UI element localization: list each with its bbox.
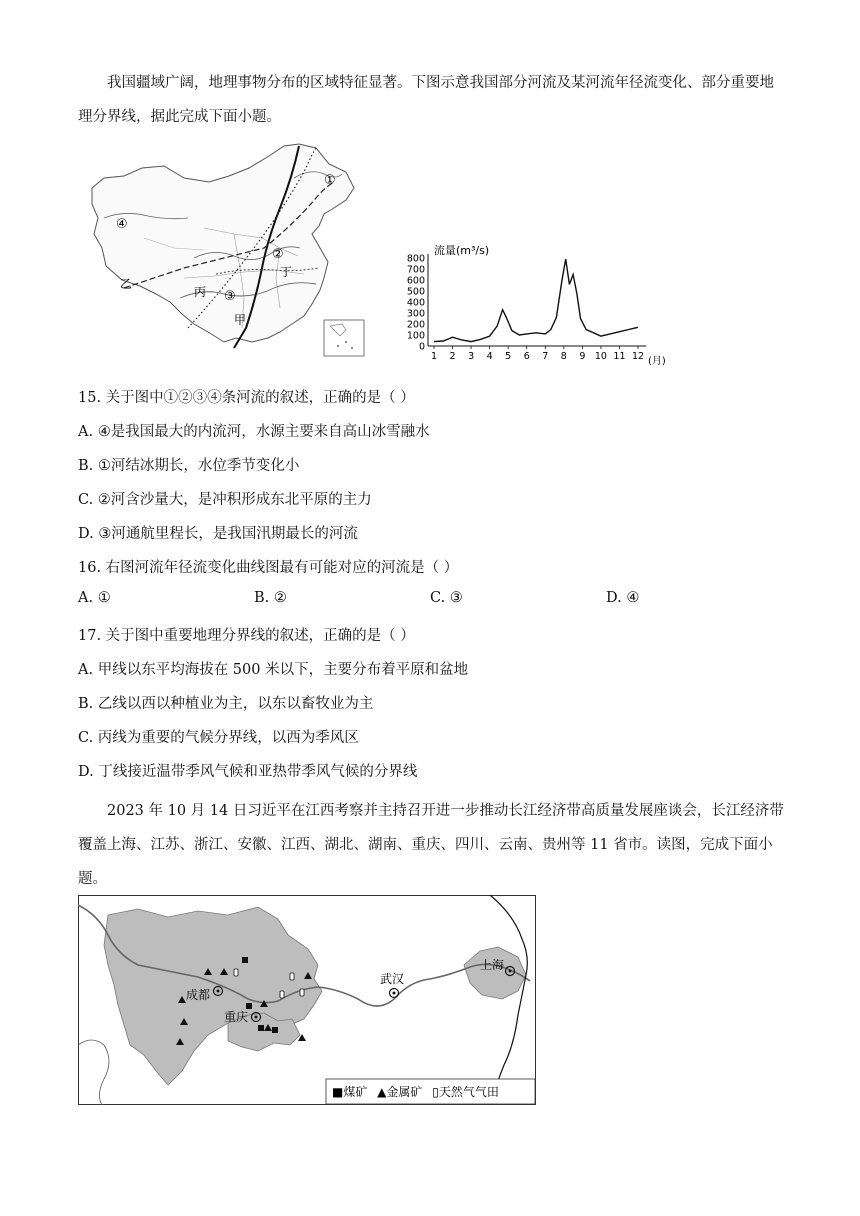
chart-y-tick-label: 0 bbox=[418, 341, 425, 353]
q17-option-c[interactable]: C. 丙线为重要的气候分界线，以西为季风区 bbox=[78, 730, 359, 746]
q17-option-a[interactable]: A. 甲线以东平均海拔在 500 米以下，主要分布着平原和盆地 bbox=[78, 662, 469, 678]
chart-xlabel: (月) bbox=[648, 356, 666, 367]
line-jia-label: 甲 bbox=[234, 313, 247, 327]
runoff-series-line bbox=[434, 259, 638, 342]
chart-x-tick-label: 9 bbox=[579, 351, 586, 362]
q15-option-a[interactable]: A. ④是我国最大的内流河，水源主要来自高山冰雪融水 bbox=[78, 424, 430, 440]
city-label-shanghai: 上海 bbox=[480, 958, 505, 972]
coal-mine-icon bbox=[242, 957, 248, 963]
legend-gas: ▯天然气气田 bbox=[432, 1085, 499, 1099]
gas-field-icon bbox=[290, 973, 294, 980]
chart-y-tick-label: 600 bbox=[406, 275, 425, 287]
q16-option-d[interactable]: D. ④ bbox=[606, 590, 640, 606]
river-3-label: ③ bbox=[224, 289, 236, 304]
city-label-chongqing: 重庆 bbox=[224, 1010, 249, 1024]
line-bing-label: 丙 bbox=[194, 285, 207, 299]
chart-y-tick-label: 700 bbox=[406, 264, 425, 276]
intro-paragraph-2: 2023 年 10 月 14 日习近平在江西考察并主持召开进一步推动长江经济带高质量发展座谈会，长江经济带覆盖上海、江苏、浙江、安徽、江西、湖北、湖南、重庆、四川、云南、贵州等 11 省市。读图，完成下面小题。 bbox=[78, 803, 784, 887]
chart-x-tick-label: 8 bbox=[560, 351, 567, 362]
chart-y-tick-label: 200 bbox=[406, 319, 425, 331]
gas-field-icon bbox=[280, 991, 284, 998]
chart-x-tick-label: 11 bbox=[613, 351, 626, 362]
runoff-chart bbox=[396, 240, 696, 370]
chart-ylabel: 流量(m³/s) bbox=[434, 244, 490, 257]
chart-y-tick-label: 500 bbox=[406, 286, 425, 298]
city-label-wuhan: 武汉 bbox=[380, 972, 405, 986]
chart-y-tick-label: 100 bbox=[406, 330, 425, 342]
line-yi-label: 乙 bbox=[120, 277, 133, 291]
chart-x-tick-label: 6 bbox=[523, 351, 530, 362]
yangtze-economic-belt-map bbox=[78, 895, 536, 1105]
river-1-label: ① bbox=[324, 173, 336, 188]
chart-y-tick-label: 400 bbox=[406, 297, 425, 309]
svg-text:■煤矿 ▲金属矿 ▯天然气气田 bbox=[332, 1084, 499, 1099]
legend-metal: ▲金属矿 bbox=[377, 1085, 423, 1099]
chart-x-tick-label: 7 bbox=[542, 351, 549, 362]
gas-field-icon bbox=[300, 989, 304, 996]
chart-x-tick-label: 1 bbox=[430, 351, 438, 362]
q15-stem: 15. 关于图中①②③④条河流的叙述，正确的是（ ） bbox=[78, 390, 415, 406]
chart-x-tick-label: 2 bbox=[449, 351, 456, 362]
line-ding-label: 丁 bbox=[280, 265, 293, 279]
q15-option-b[interactable]: B. ①河结冰期长，水位季节变化小 bbox=[78, 458, 300, 474]
coal-mine-icon bbox=[258, 1025, 264, 1031]
river-2-label: ② bbox=[272, 247, 284, 262]
q15-option-c[interactable]: C. ②河含沙量大，是冲积形成东北平原的主力 bbox=[78, 492, 372, 508]
chart-y-tick-label: 800 bbox=[406, 253, 425, 265]
intro-paragraph-1: 我国疆域广阔，地理事物分布的区域特征显著。下图示意我国部分河流及某河流年径流变化、部分重要地理分界线，据此完成下面小题。 bbox=[78, 75, 774, 125]
chart-x-tick-label: 4 bbox=[486, 351, 493, 362]
chart-x-tick-label: 3 bbox=[468, 351, 475, 362]
q16-option-a[interactable]: A. ① bbox=[78, 590, 111, 606]
q17-option-d[interactable]: D. 丁线接近温带季风气候和亚热带季风气候的分界线 bbox=[78, 764, 418, 780]
q17-stem: 17. 关于图中重要地理分界线的叙述，正确的是（ ） bbox=[78, 628, 415, 644]
china-rivers-map bbox=[84, 138, 374, 358]
chart-x-tick-label: 10 bbox=[594, 351, 607, 362]
q16-option-b[interactable]: B. ② bbox=[254, 590, 287, 606]
river-4-label: ④ bbox=[116, 217, 128, 232]
q17-option-b[interactable]: B. 乙线以西以种植业为主，以东以畜牧业为主 bbox=[78, 696, 374, 712]
legend-coal: ■煤矿 bbox=[332, 1085, 368, 1099]
chart-x-tick-label: 12 bbox=[631, 351, 645, 362]
coal-mine-icon bbox=[272, 1027, 278, 1033]
chart-y-tick-label: 300 bbox=[406, 308, 425, 320]
city-label-chengdu: 成都 bbox=[186, 988, 211, 1002]
coal-mine-icon bbox=[246, 1003, 252, 1009]
q16-stem: 16. 右图河流年径流变化曲线图最有可能对应的河流是（ ） bbox=[78, 560, 459, 576]
q15-option-d[interactable]: D. ③河通航里程长，是我国汛期最长的河流 bbox=[78, 526, 358, 542]
q16-option-c[interactable]: C. ③ bbox=[430, 590, 463, 606]
gas-field-icon bbox=[234, 969, 238, 976]
chart-x-tick-label: 5 bbox=[505, 351, 512, 362]
